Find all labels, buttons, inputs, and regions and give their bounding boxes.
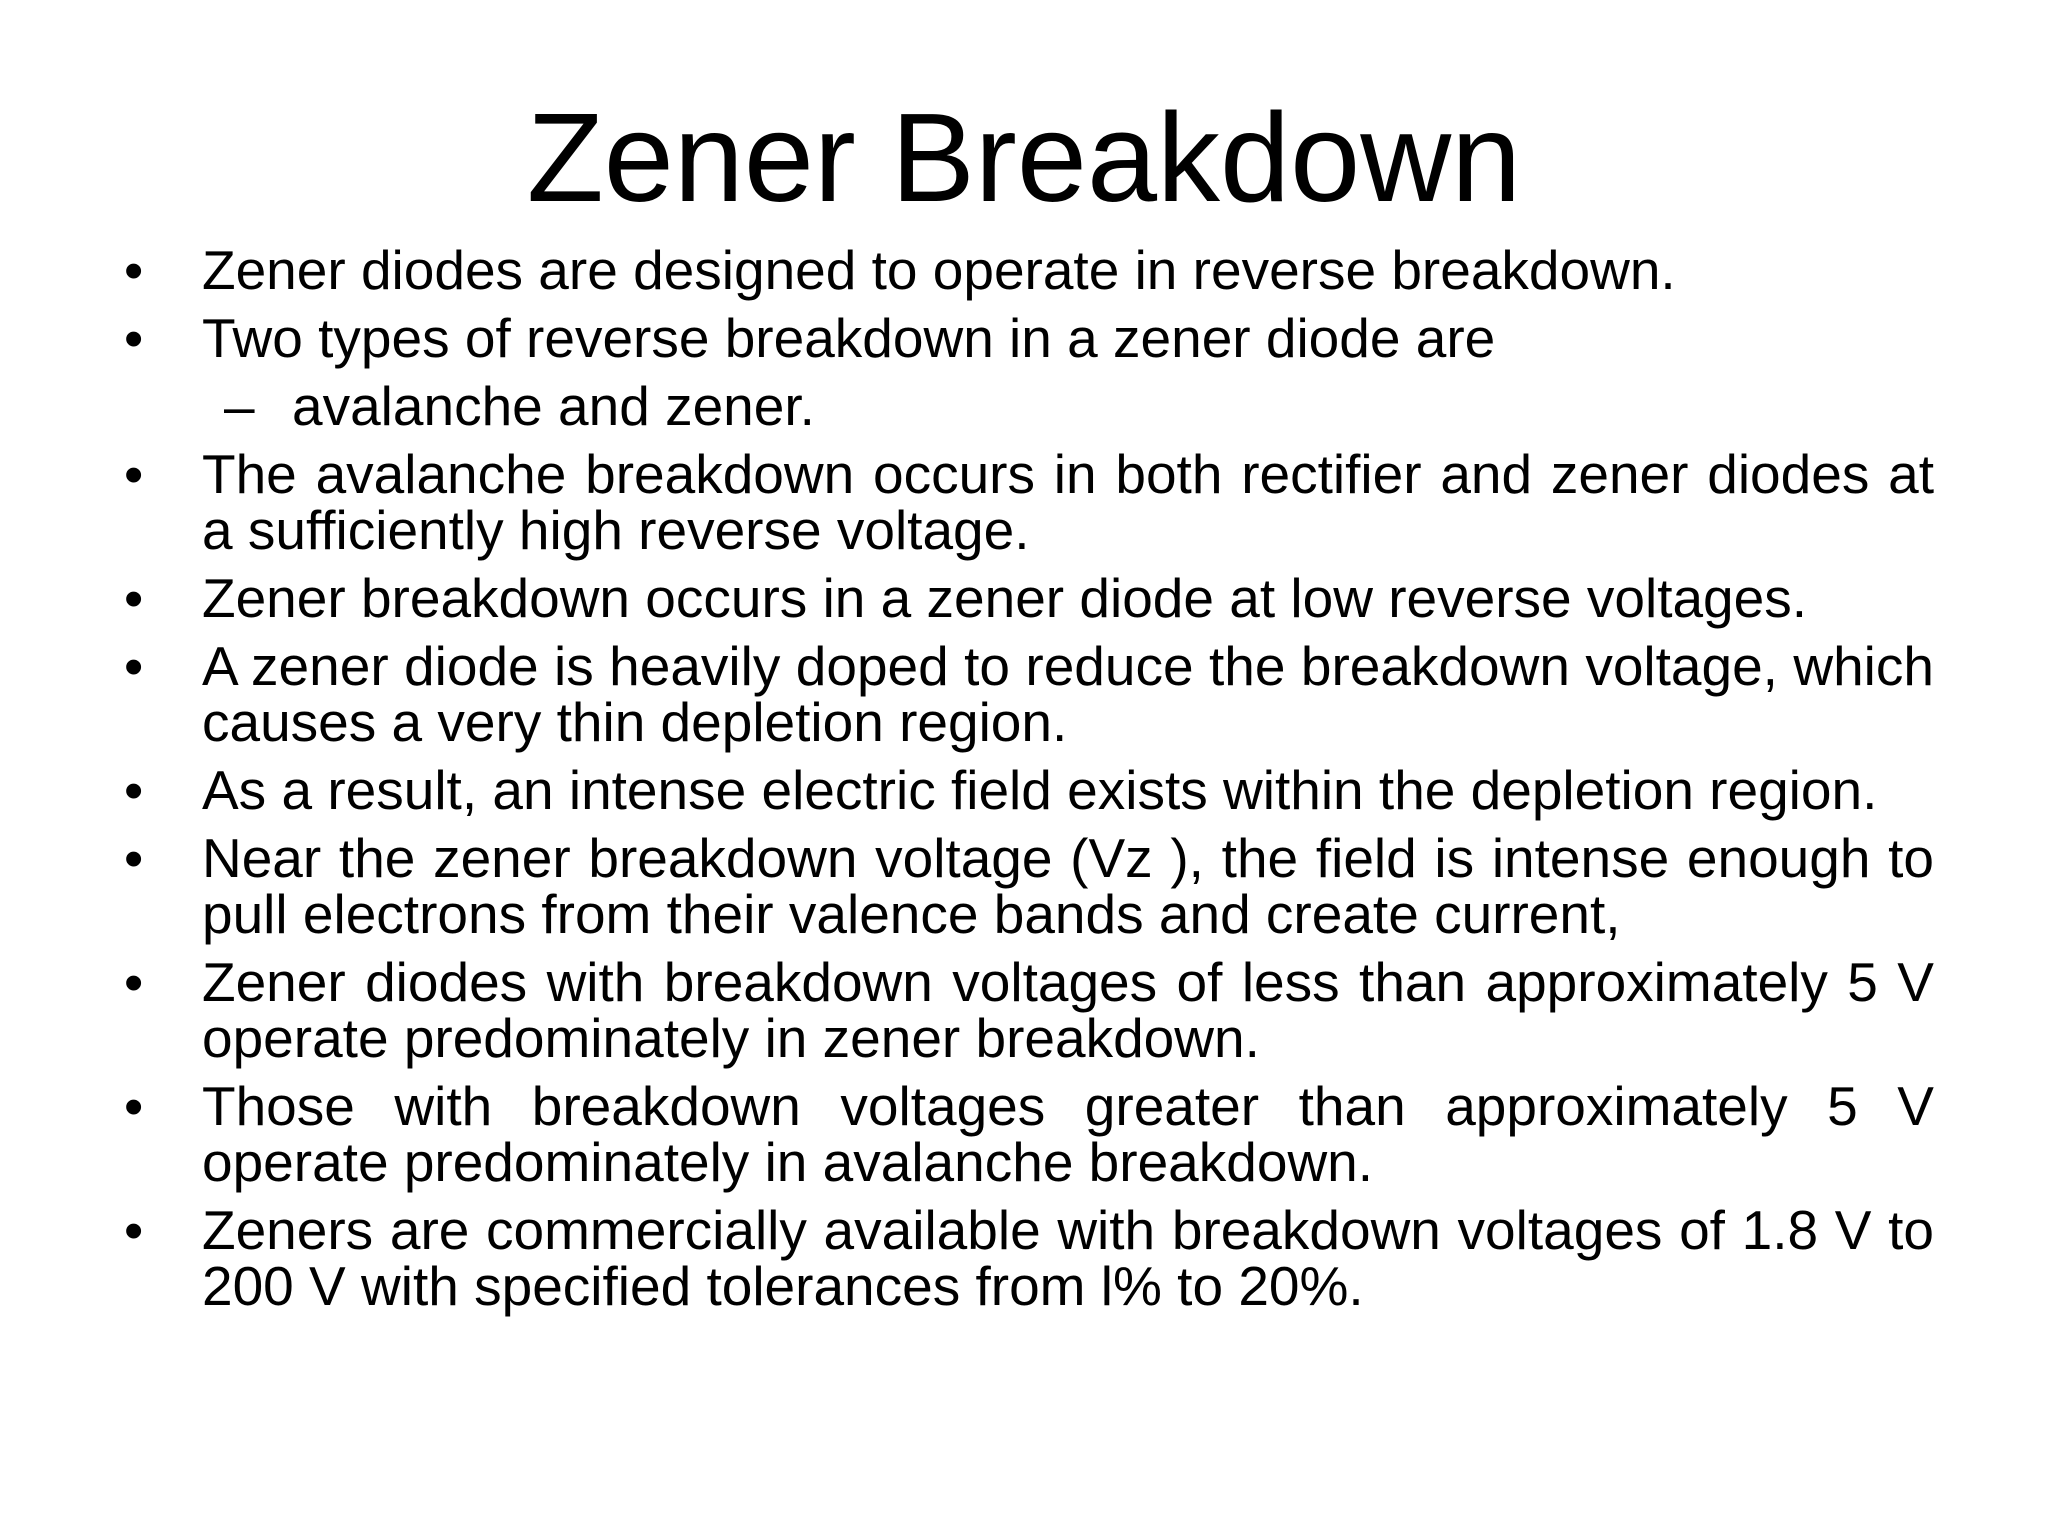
list-item-text: Near the zener breakdown voltage (Vz ), the field is intense enough to pull electrons from their valence bands and create current,: [202, 827, 1934, 945]
bullet-icon: •: [124, 1199, 144, 1261]
bullet-icon: •: [124, 239, 144, 301]
sub-list-item-text: avalanche and zener.: [292, 375, 815, 437]
list-item-text: Zener breakdown occurs in a zener diode at low reverse voltages.: [202, 567, 1808, 629]
list-item: [112, 951, 1934, 1069]
list-item: [112, 1075, 1934, 1193]
dash-icon: –: [224, 375, 255, 437]
list-item-text: A zener diode is heavily doped to reduce the breakdown voltage, which causes a very thin depletion region.: [202, 635, 1934, 753]
list-item: [112, 635, 1934, 753]
bullet-icon: •: [124, 951, 144, 1013]
list-item: [112, 443, 1934, 561]
list-item: [112, 759, 1934, 821]
bullet-list: [112, 239, 1934, 1326]
sub-list-item: [112, 375, 1934, 437]
bullet-icon: •: [124, 443, 144, 505]
list-item: [112, 567, 1934, 629]
list-item: [112, 827, 1934, 945]
list-item-text: Two types of reverse breakdown in a zener diode are: [202, 307, 1496, 369]
slide-title: Zener Breakdown: [526, 87, 1522, 228]
list-item-text: The avalanche breakdown occurs in both rectifier and zener diodes at a sufficiently high reverse voltage.: [202, 443, 1934, 561]
bullet-icon: •: [124, 759, 144, 821]
bullet-icon: •: [124, 827, 144, 889]
list-item-text: Zeners are commercially available with breakdown voltages of 1.8 V to 200 V with specified tolerances from l% to 20%.: [202, 1199, 1934, 1317]
list-item: [112, 1199, 1934, 1317]
bullet-icon: •: [124, 1075, 144, 1137]
list-item: [112, 239, 1934, 301]
list-item-text: As a result, an intense electric field exists within the depletion region.: [202, 759, 1878, 821]
list-item: [112, 307, 1934, 369]
bullet-icon: •: [124, 635, 144, 697]
list-item-text: Zener diodes with breakdown voltages of less than approximately 5 V operate predominately in zener breakdown.: [202, 951, 1934, 1069]
bullet-icon: •: [124, 307, 144, 369]
bullet-icon: •: [124, 567, 144, 629]
list-item-text: Those with breakdown voltages greater than approximately 5 V operate predominately in avalanche breakdown.: [202, 1075, 1934, 1193]
list-item-text: Zener diodes are designed to operate in reverse breakdown.: [202, 239, 1676, 301]
